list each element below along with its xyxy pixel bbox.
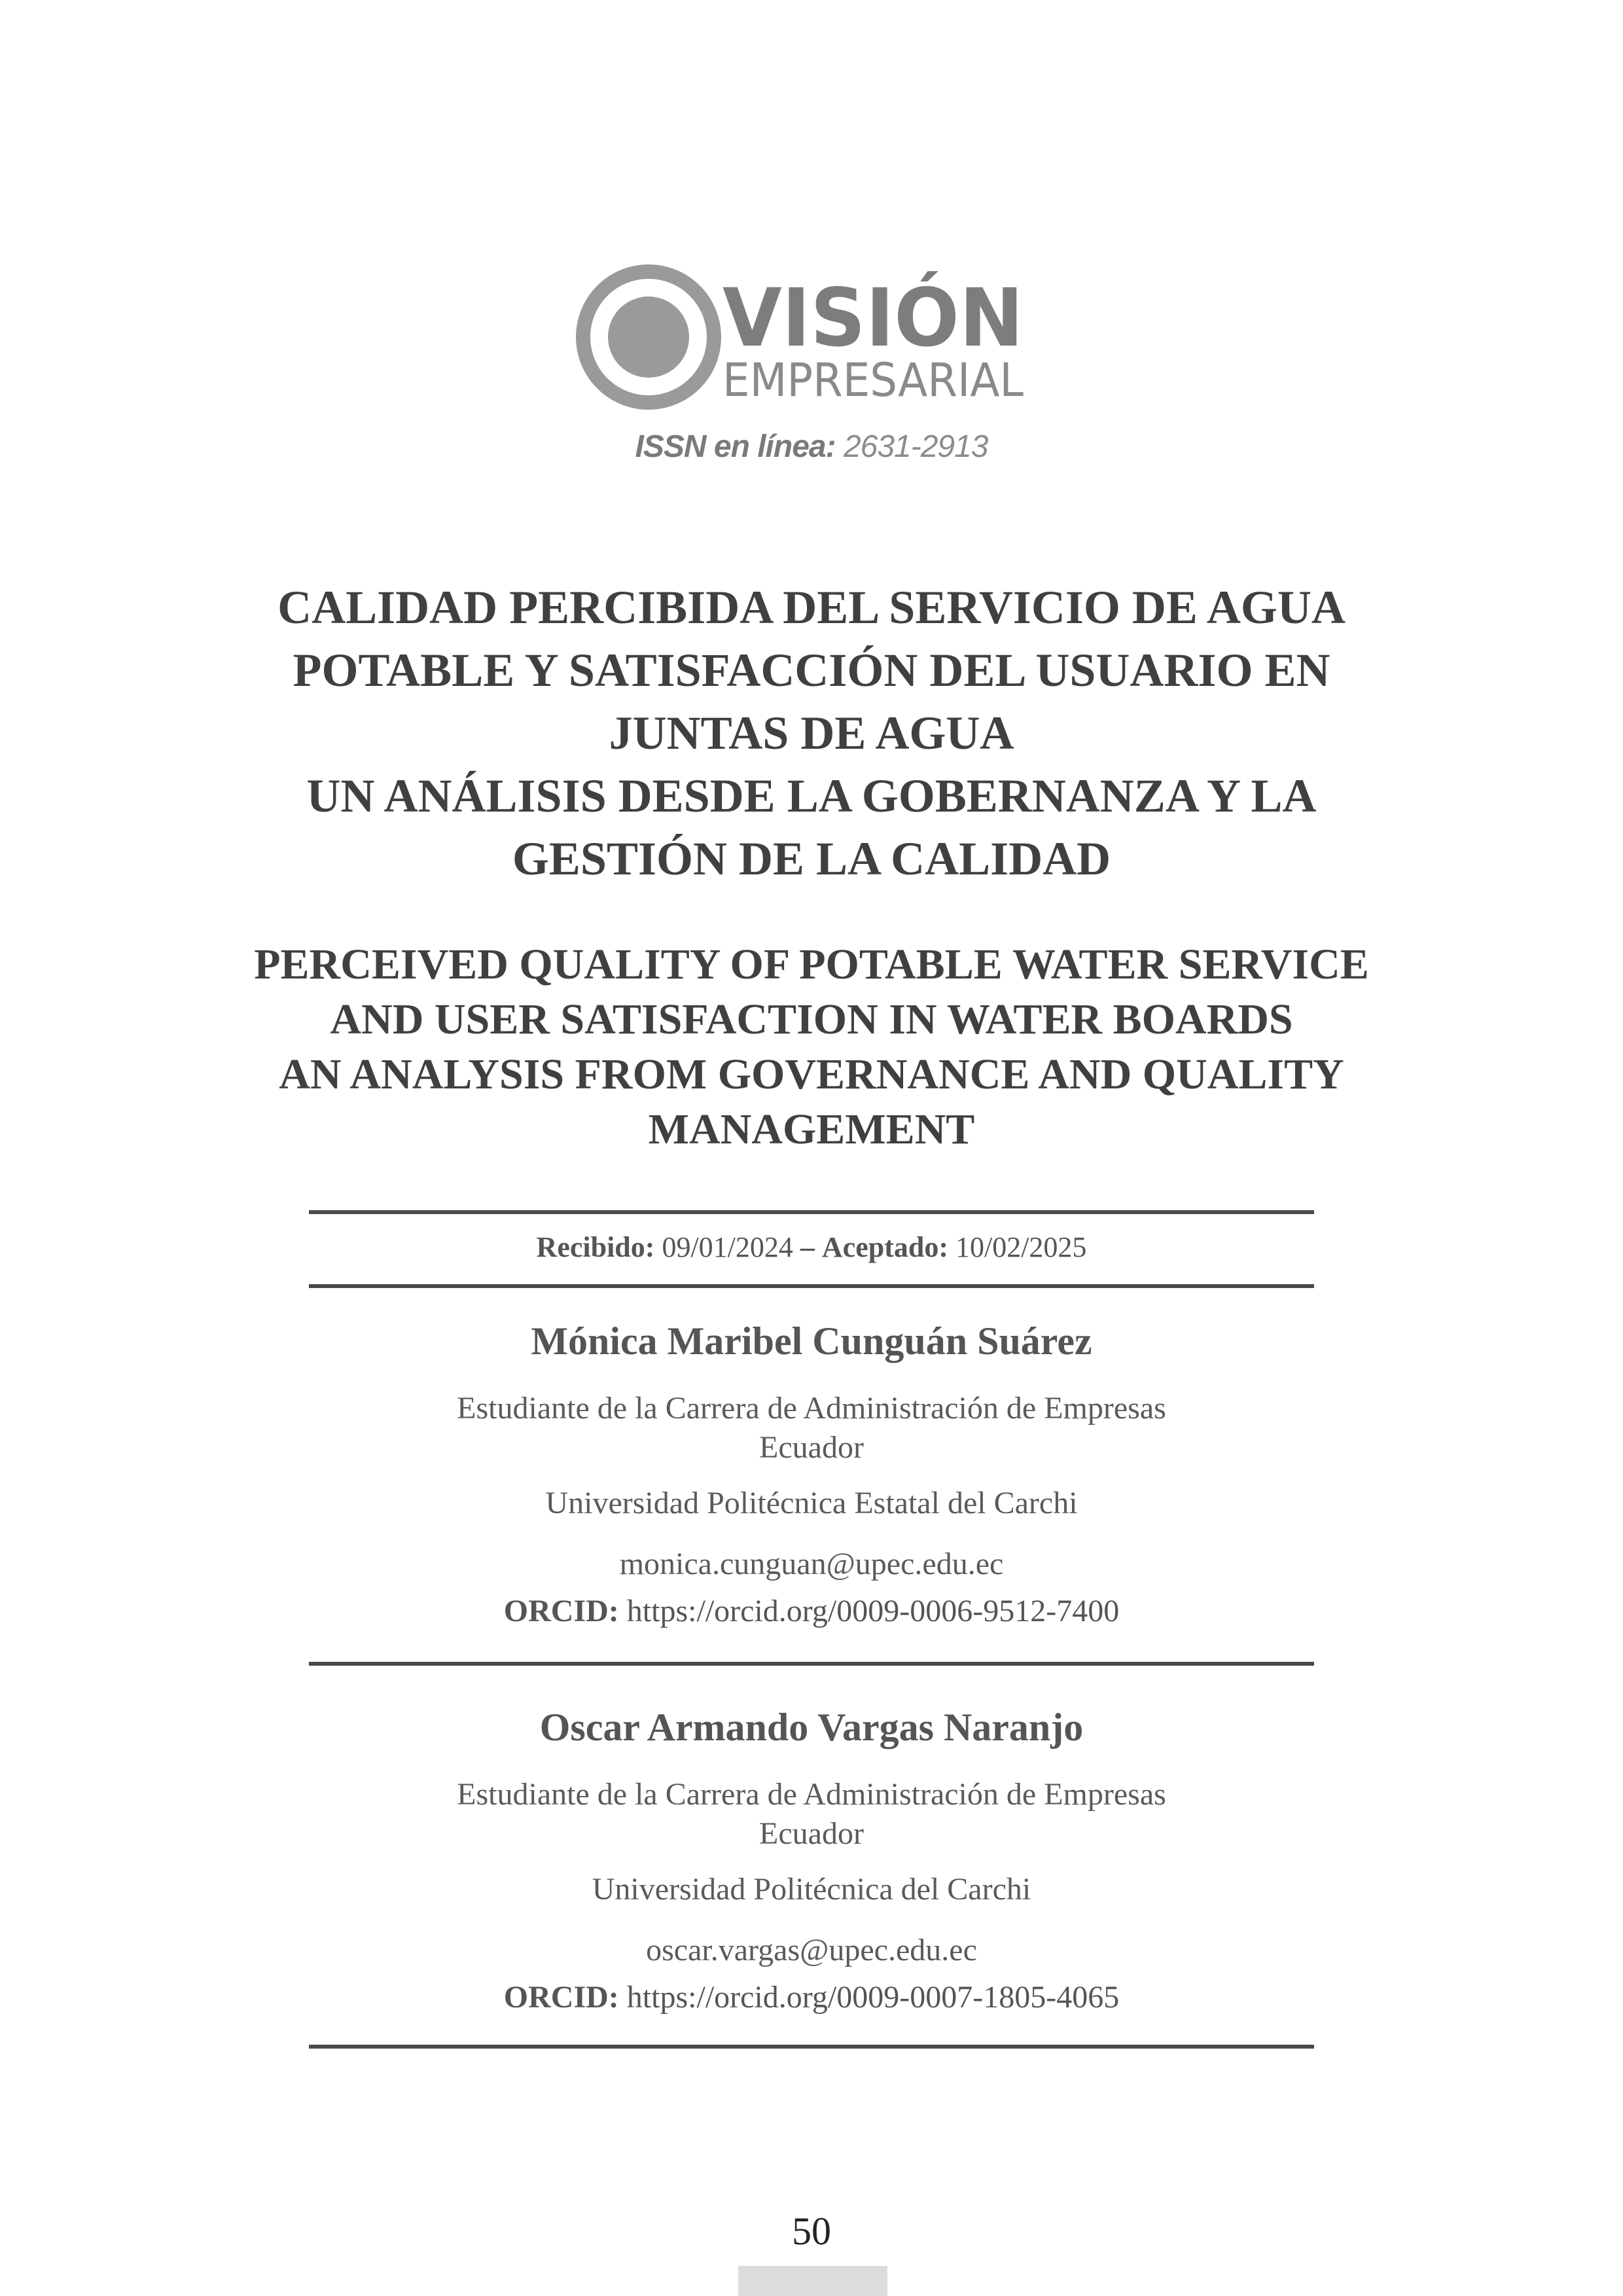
- divider: [309, 1284, 1314, 1288]
- received-label: Recibido:: [536, 1231, 655, 1263]
- issn-value: 2631-2913: [843, 429, 988, 464]
- accepted-label: Aceptado:: [821, 1231, 948, 1263]
- orcid-label: ORCID:: [503, 1980, 619, 2015]
- title-es-line: UN ANÁLISIS DESDE LA GOBERNANZA Y LA: [306, 770, 1317, 822]
- issn-line: [0, 429, 1623, 465]
- dates-line: [0, 1230, 1623, 1264]
- orcid-label: ORCID:: [503, 1594, 619, 1628]
- title-es-line: POTABLE Y SATISFACCIÓN DEL USUARIO EN: [293, 644, 1330, 696]
- divider: [309, 1210, 1314, 1214]
- issn-label: ISSN en línea:: [635, 429, 836, 464]
- author-university: Universidad Politécnica del Carchi: [592, 1872, 1031, 1907]
- author-university: Universidad Politécnica Estatal del Carchi: [545, 1486, 1078, 1520]
- logo-subtitle: EMPRESARIAL: [722, 353, 1024, 407]
- author-orcid: [0, 1979, 1623, 2015]
- page-number: 50: [792, 2210, 831, 2253]
- divider: [309, 2045, 1314, 2049]
- author-name: Oscar Armando Vargas Naranjo: [539, 1706, 1084, 1749]
- author-orcid: [0, 1593, 1623, 1629]
- accepted-date: 10/02/2025: [955, 1231, 1087, 1263]
- dates-separator: –: [800, 1231, 815, 1263]
- author-country: Ecuador: [759, 1430, 864, 1465]
- author-role: Estudiante de la Carrera de Administración de Empresas: [457, 1391, 1166, 1426]
- logo-title: VISIÓN: [722, 272, 1024, 365]
- logo-dot: [608, 296, 689, 378]
- author-name: Mónica Maribel Cunguán Suárez: [531, 1319, 1092, 1363]
- title-en-line: PERCEIVED QUALITY OF POTABLE WATER SERVICE: [254, 941, 1369, 988]
- author-email[interactable]: monica.cunguan@upec.edu.ec: [619, 1547, 1004, 1581]
- author-country: Ecuador: [759, 1816, 864, 1851]
- title-english: [0, 937, 1623, 1157]
- title-es-line: GESTIÓN DE LA CALIDAD: [512, 833, 1111, 885]
- title-en-line: MANAGEMENT: [648, 1105, 975, 1153]
- page-footer-tab: [738, 2266, 887, 2296]
- author-email[interactable]: oscar.vargas@upec.edu.ec: [646, 1933, 977, 1967]
- title-spanish: [0, 576, 1623, 890]
- title-en-line: AND USER SATISFACTION IN WATER BOARDS: [330, 996, 1293, 1043]
- received-date: 09/01/2024: [662, 1231, 793, 1263]
- title-es-line: JUNTAS DE AGUA: [609, 707, 1014, 759]
- divider: [309, 1662, 1314, 1666]
- author-role: Estudiante de la Carrera de Administración de Empresas: [457, 1777, 1166, 1812]
- journal-logo: [573, 262, 1031, 412]
- orcid-link[interactable]: https://orcid.org/0009-0007-1805-4065: [626, 1980, 1120, 2015]
- title-en-line: AN ANALYSIS FROM GOVERNANCE AND QUALITY: [279, 1050, 1344, 1098]
- orcid-link[interactable]: https://orcid.org/0009-0006-9512-7400: [626, 1594, 1120, 1628]
- title-es-line: CALIDAD PERCIBIDA DEL SERVICIO DE AGUA: [277, 581, 1346, 634]
